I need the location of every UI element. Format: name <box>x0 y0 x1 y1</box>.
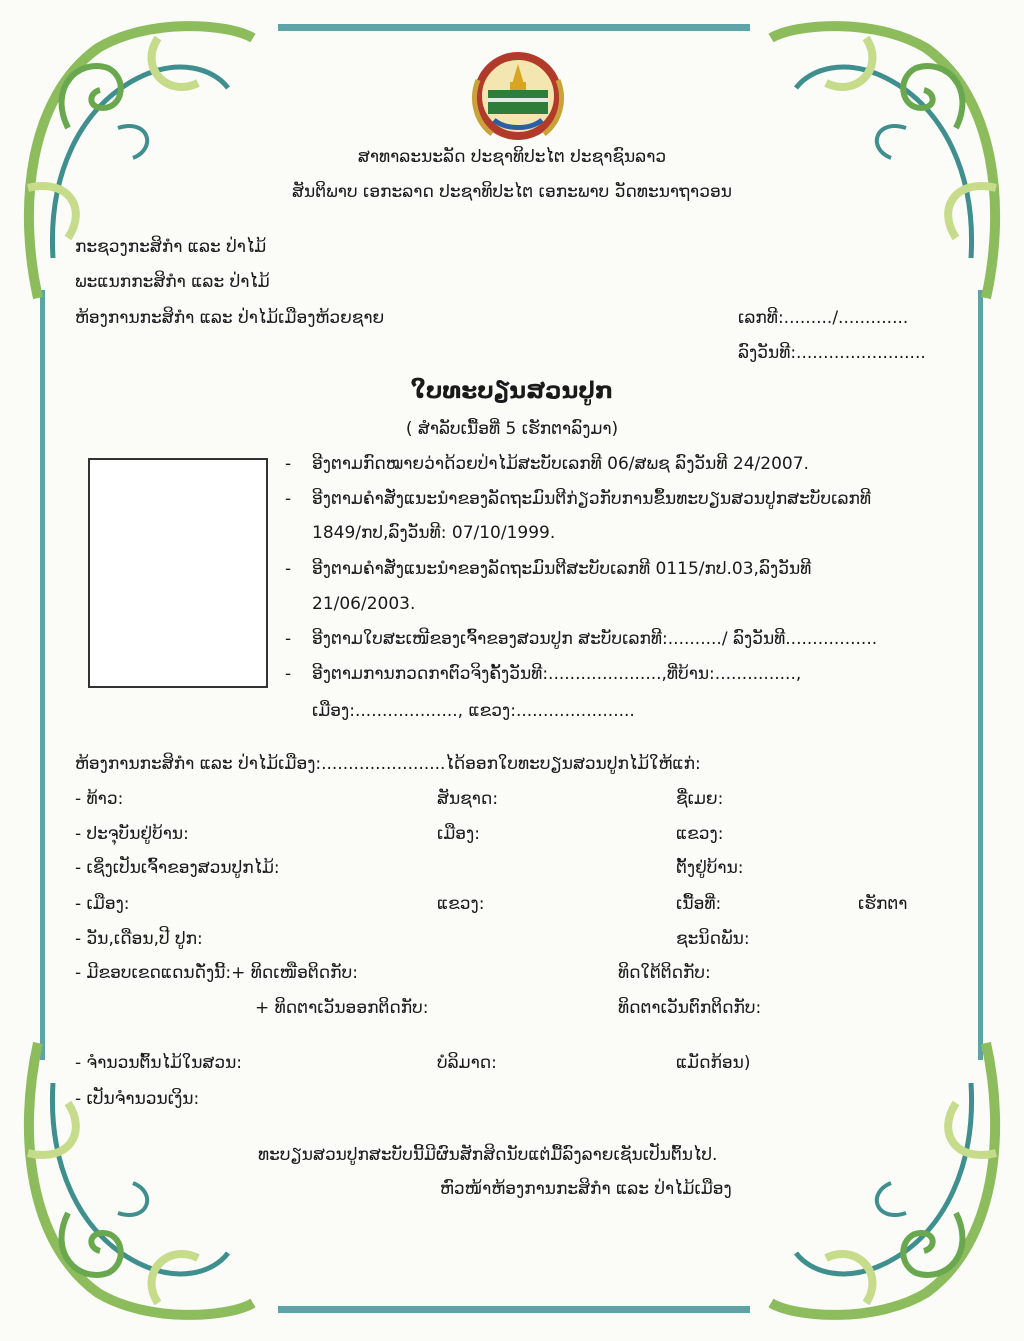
issue-statement: ຫ້ອງການກະສິກຳ ແລະ ປ່າໄມ້ເມືອງ:.......................ໄດ້ອອກໃບທະບຽນສວນປູກໄມ້ໃຫ້ແກ່: <box>75 754 701 774</box>
corner-ornament-icon <box>766 1033 1016 1333</box>
validity-statement: ທະບຽນສວນປູກສະບັບນີ້ມີຜົນສັກສິດນັບແຕ່ມື້ລົງລາຍເຊັນເປັນຕົ້ນໄປ. <box>258 1145 718 1165</box>
field-planting-date-label: - ວັນ,ເດືອນ,ປີ ປູກ: <box>75 929 203 949</box>
document-title: ໃບທະບຽນສວນປູກ <box>410 378 614 404</box>
national-emblem-icon <box>466 50 570 142</box>
bullet-dash: - <box>285 489 292 509</box>
field-boundary-south-label: ທິດໃຕ້ຕິດກັບ: <box>618 963 711 983</box>
basis-item: ອີງຕາມການກວດກາຕົວຈິງຄັ້ງວັນທີ:.....................,ທີ່ບ້ານ:..............., <box>312 664 802 684</box>
bullet-dash: - <box>285 629 292 649</box>
frame-bottom-line <box>278 1306 750 1313</box>
ministry-name: ກະຊວງກະສິກຳ ແລະ ປ່າໄມ້ <box>75 237 267 257</box>
basis-item: ອີງຕາມຄຳສັ່ງແນະນຳຂອງລັດຖະມົນຕີກ່ຽວກັບການຂຶ້ນທະບຽນສວນປູກສະບັບເລກທີ <box>312 489 872 509</box>
field-boundary-east-label: + ທິດຕາເວັນອອກຕິດກັບ: <box>255 998 429 1018</box>
field-volume-label: ບໍລິມາດ: <box>437 1053 497 1073</box>
field-province-label-2: ແຂວງ: <box>437 894 485 914</box>
field-name-label: - ທ້າວ: <box>75 789 124 809</box>
field-wife-name-label: ຊື່ເມຍ: <box>676 789 724 809</box>
field-boundary-west-label: ທິດຕາເວັນຕົກຕິດກັບ: <box>618 998 762 1018</box>
signatory-title: ຫົວໜ້າຫ້ອງການກະສິກຳ ແລະ ປ່າໄມ້ເມືອງ <box>440 1179 732 1199</box>
field-volume-unit: ແມັດກ້ອນ) <box>676 1053 751 1073</box>
field-district-label: ເມືອງ: <box>437 824 480 844</box>
field-nationality-label: ສັນຊາດ: <box>437 789 499 809</box>
document-subtitle: ( ສຳລັບເນື້ອທີ່ 5 ເຮັກຕາລົງມາ) <box>405 419 619 439</box>
field-village-label: - ປະຈຸບັນຢູ່ບ້ານ: <box>75 824 189 844</box>
field-amount-label: - ເປັນຈຳນວນເງິນ: <box>75 1089 200 1109</box>
department-name: ພະແນກກະສິກຳ ແລະ ປ່າໄມ້ <box>75 272 270 292</box>
field-district-label-2: - ເມືອງ: <box>75 894 130 914</box>
field-owner-label: - ເຊິ່ງເປັນເຈົ້າຂອງສວນປູກໄມ້: <box>75 858 280 878</box>
frame-top-line <box>278 24 750 31</box>
bullet-dash: - <box>285 664 292 684</box>
corner-ornament-icon <box>8 1033 258 1333</box>
field-province-label: ແຂວງ: <box>676 824 724 844</box>
bullet-dash: - <box>285 559 292 579</box>
basis-item-continued: 21/06/2003. <box>312 594 416 614</box>
photo-placeholder <box>88 458 268 688</box>
office-name: ຫ້ອງການກະສິກຳ ແລະ ປ່າໄມ້ເມືອງຫ້ວຍຊາຍ <box>75 308 385 328</box>
reference-date: ລົງວັນທີ:........................ <box>738 343 926 363</box>
basis-item-continued: 1849/ກປ,ລົງວັນທີ: 07/10/1999. <box>312 523 556 543</box>
field-located-village-label: ຕັ້ງຢູ່ບ້ານ: <box>676 858 744 878</box>
basis-item: ອີງຕາມກົດໝາຍວ່າດ້ວຍປ່າໄມ້ສະບັບເລກທີ 06/ສພຊ ລົງວັນທີ 24/2007. <box>312 454 809 474</box>
field-species-label: ຊະນິດພັນ: <box>676 929 750 949</box>
field-boundary-north-label: - ມີຂອບເຂດແດນດັ່ງນີ້:+ ທິດເໜືອຕິດກັບ: <box>75 963 358 983</box>
bullet-dash: - <box>285 454 292 474</box>
field-tree-count-label: - ຈຳນວນຕົ້ນໄມ້ໃນສວນ: <box>75 1053 243 1073</box>
basis-item: ອີງຕາມຄຳສັ່ງແນະນຳຂອງລັດຖະມົນຕີສະບັບເລກທີ 0115/ກປ.03,ລົງວັນທີ <box>312 559 812 579</box>
basis-item-continued: ເມືອງ:..................., ແຂວງ:...................... <box>312 701 635 721</box>
national-motto: ສັນຕິພາບ ເອກະລາດ ປະຊາທິປະໄຕ ເອກະພາບ ວັດທະນາຖາວອນ <box>292 182 732 202</box>
field-area-unit: ເຮັກຕາ <box>858 894 908 914</box>
country-name: ສາທາລະນະລັດ ປະຊາທິປະໄຕ ປະຊາຊົນລາວ <box>357 147 667 167</box>
field-area-label: ເນື້ອທີ່: <box>676 894 722 914</box>
basis-item: ອີງຕາມໃບສະເໜີຂອງເຈົ້າຂອງສວນປູກ ສະບັບເລກທີ:........../ ລົງວັນທີ................. <box>312 629 878 649</box>
reference-number: ເລກທີ:........./............. <box>738 308 909 328</box>
